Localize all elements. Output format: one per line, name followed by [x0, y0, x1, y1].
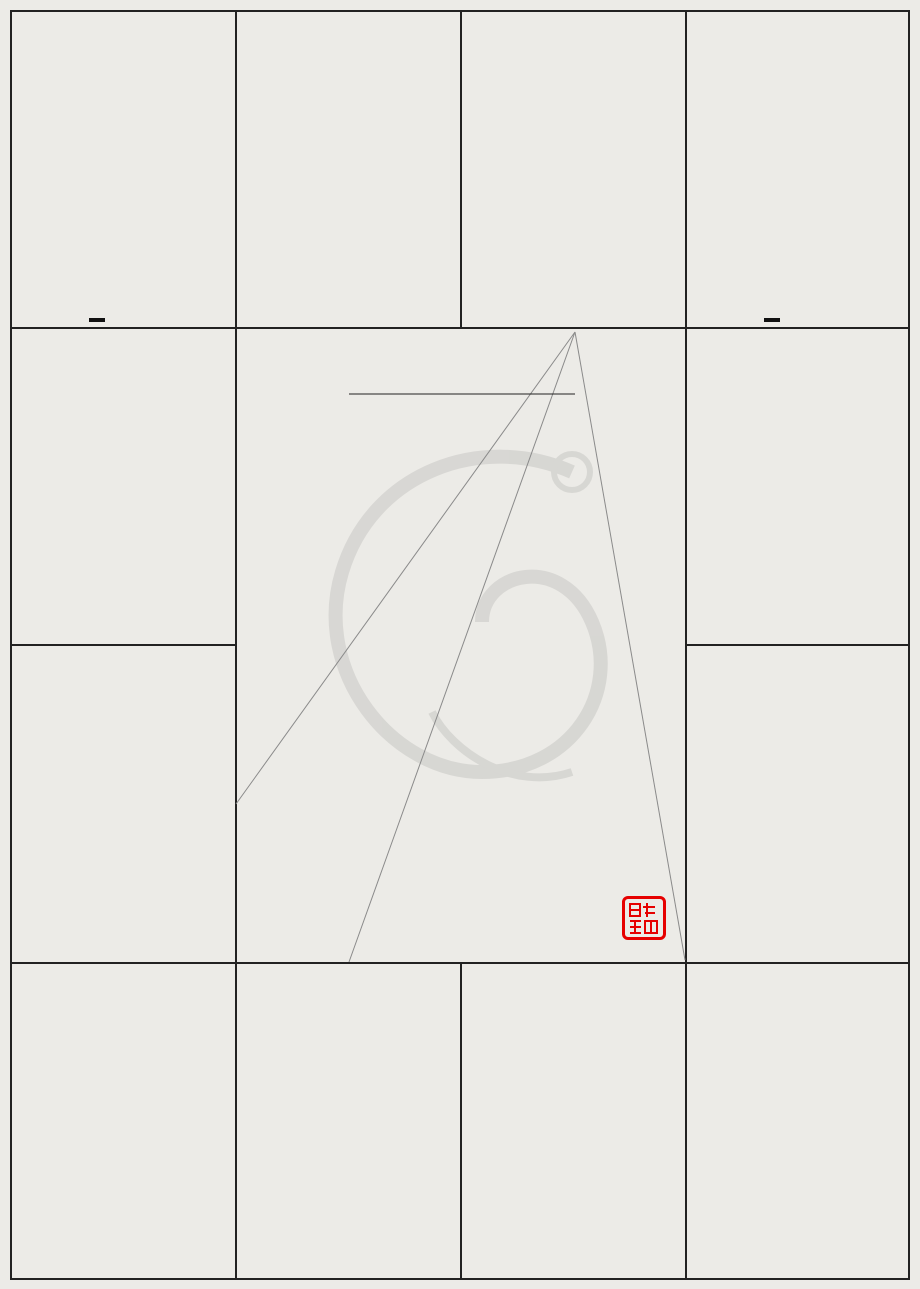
- tuan-tag: [764, 318, 780, 322]
- seal-stamp: [622, 896, 666, 940]
- horoscope-board: [10, 10, 910, 1280]
- seal-glyphs: [625, 899, 663, 937]
- palace-p1[interactable]: [12, 12, 236, 327]
- palace-p2[interactable]: [236, 12, 460, 327]
- palace-p3[interactable]: [461, 12, 685, 327]
- center-panel: [236, 328, 686, 962]
